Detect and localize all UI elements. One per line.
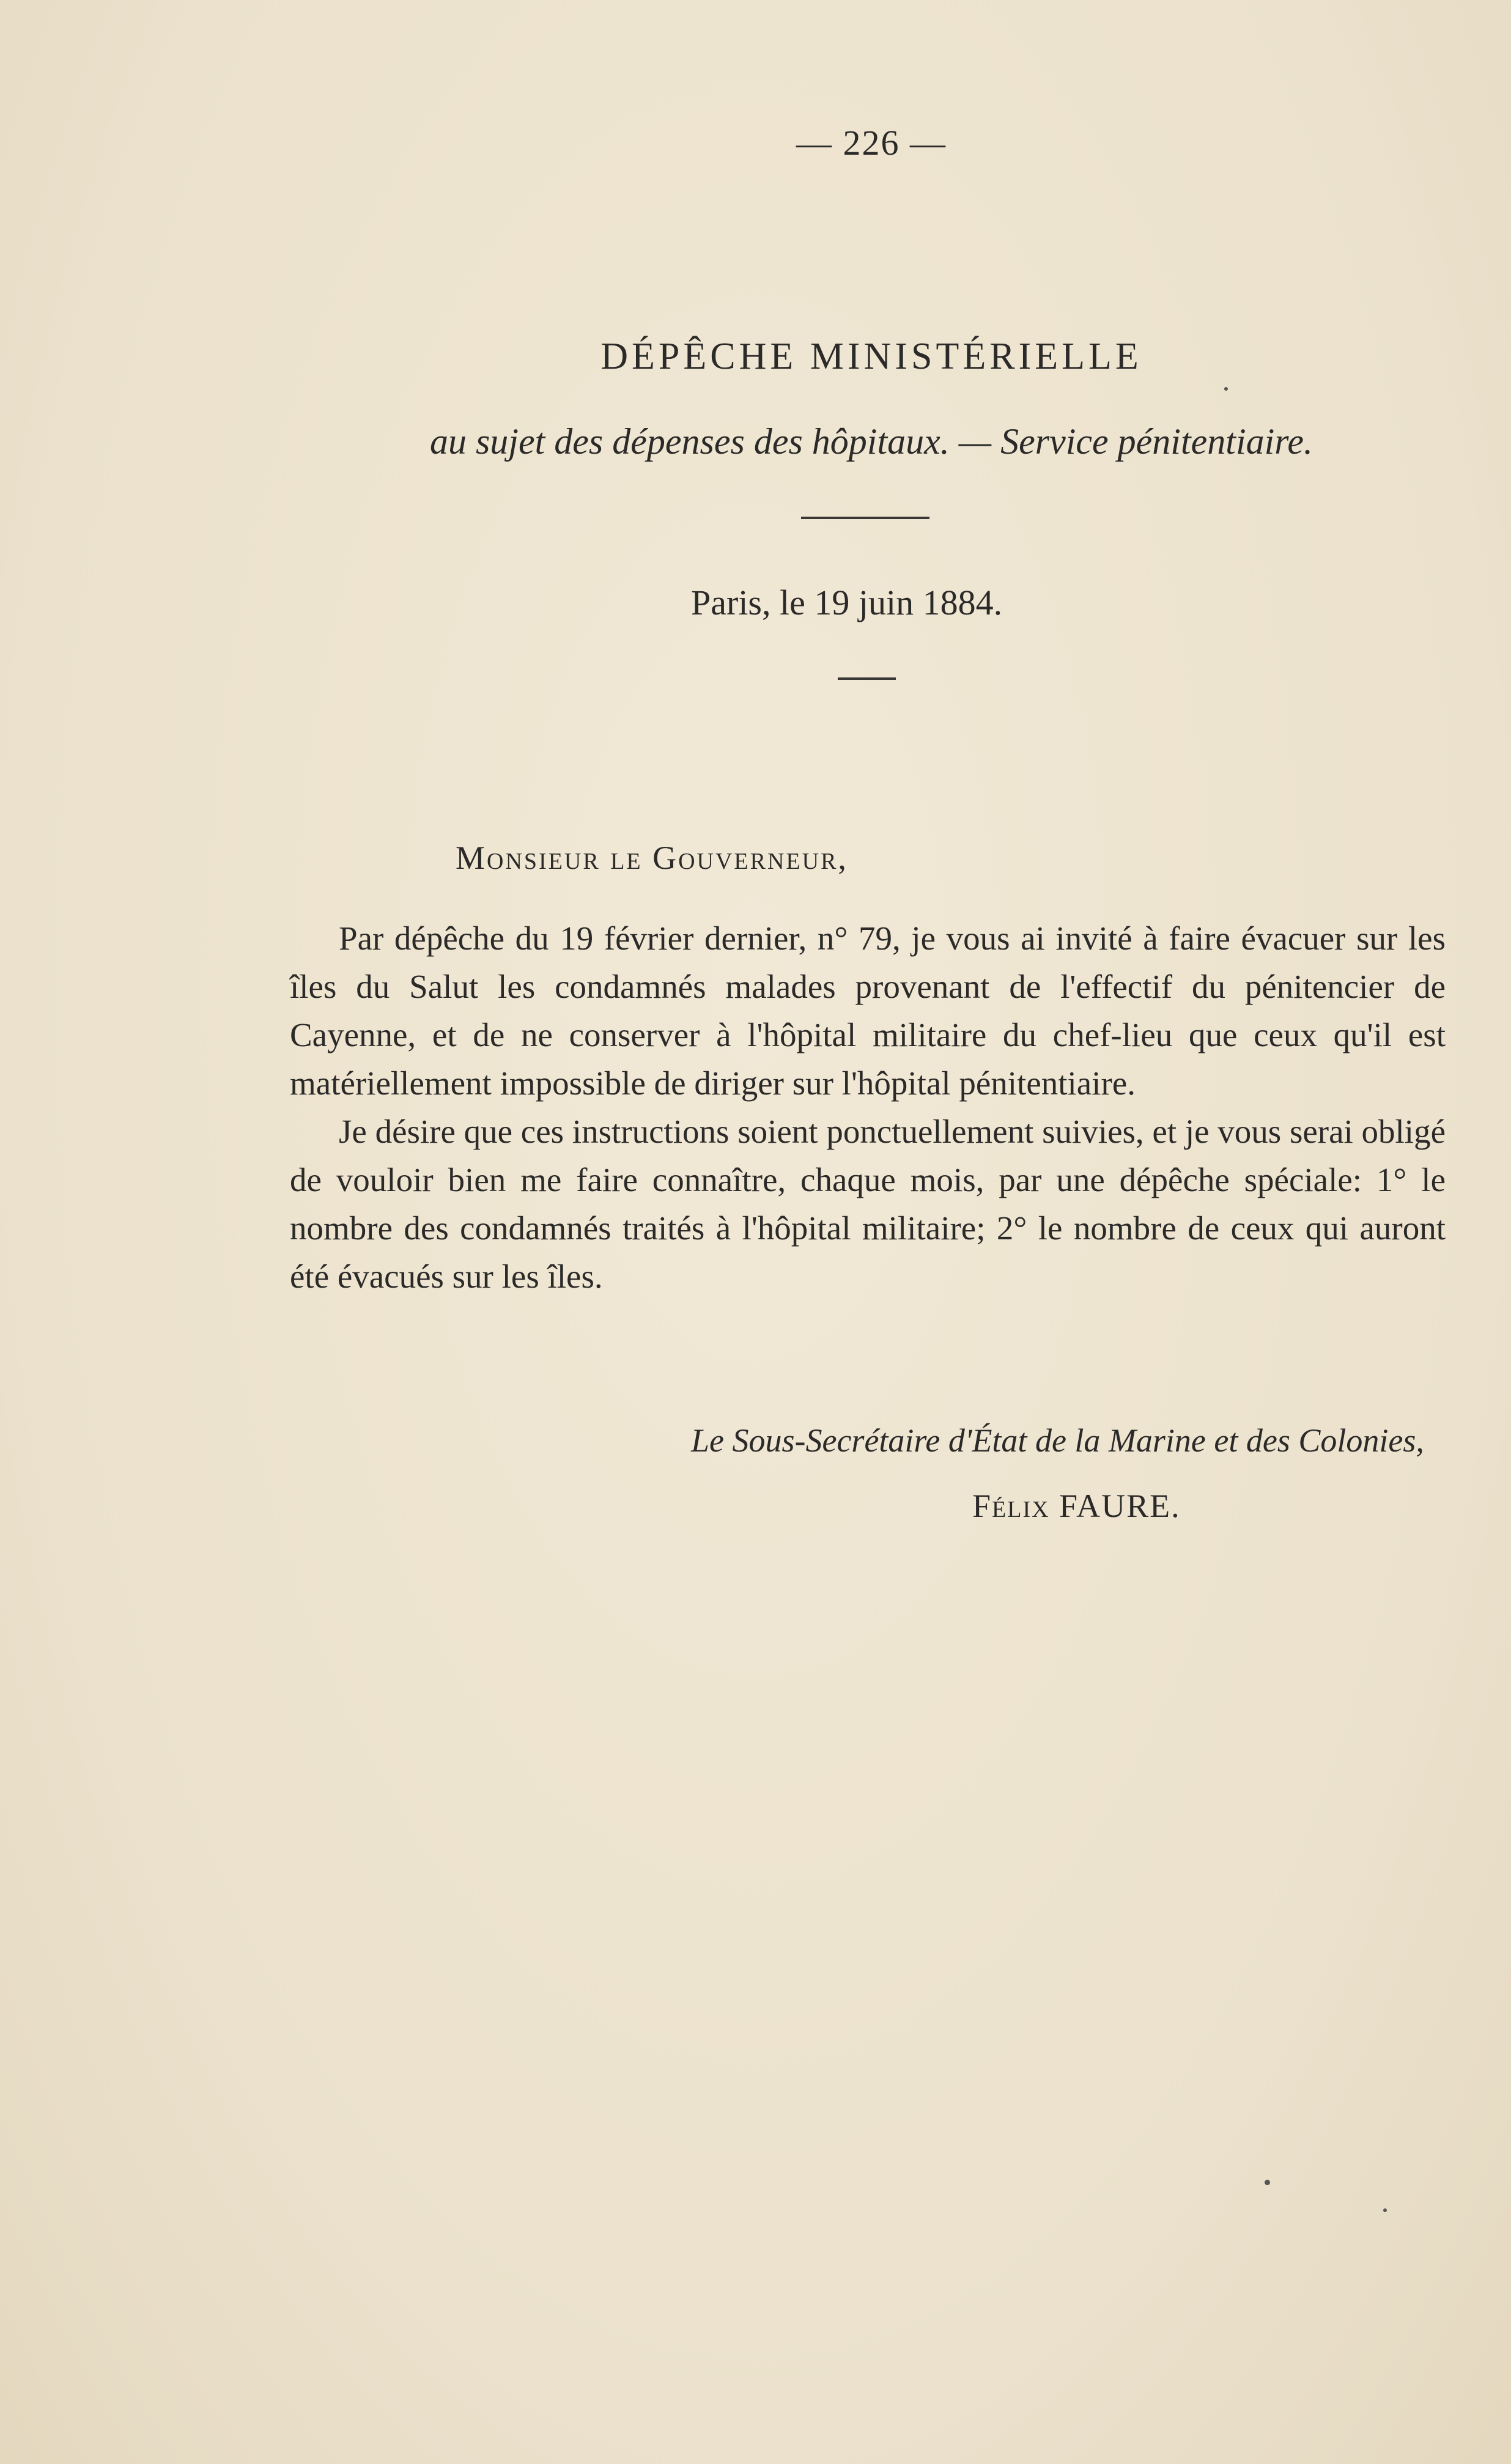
paragraph: Je désire que ces instructions soient ponctuellement suivies, et je vous serai obligé de vouloir bien me faire connaître, chaque mois, par une dépêche spéciale: 1° le nombre des condamnés traités à l'hôpital militaire; 2° le nombre de ceux qui auront été évacués sur les îles. (290, 1113, 1446, 1295)
paper-speck (1265, 2180, 1270, 2185)
separator-rule-short (838, 677, 896, 680)
signature-title: Le Sous-Secrétaire d'État de la Marine et des Colonies, (691, 1422, 1424, 1459)
page-number: — 226 — (796, 123, 947, 163)
letter-body (290, 914, 1446, 1300)
separator-rule (801, 517, 929, 519)
document-title: DÉPÊCHE MINISTÉRIELLE (600, 336, 1142, 377)
document-subtitle: au sujet des dépenses des hôpitaux. — Service pénitentiaire. (429, 421, 1313, 462)
salutation: Monsieur le Gouverneur, (456, 839, 848, 876)
paper-speck (1224, 387, 1228, 391)
signature-name: Félix FAURE. (972, 1488, 1181, 1524)
paper-speck (1383, 2208, 1387, 2212)
paragraph: Par dépêche du 19 février dernier, n° 79, je vous ai invité à faire évacuer sur les îles du Salut les condamnés malades provenant de l'effectif du pénitencier de Cayenne, et de ne conserver à l'hôpital militaire du chef-lieu que ceux qu'il est matériellement impossible de diriger sur l'hôpital pénitentiaire. (290, 920, 1446, 1102)
dateline: Paris, le 19 juin 1884. (691, 583, 1003, 622)
